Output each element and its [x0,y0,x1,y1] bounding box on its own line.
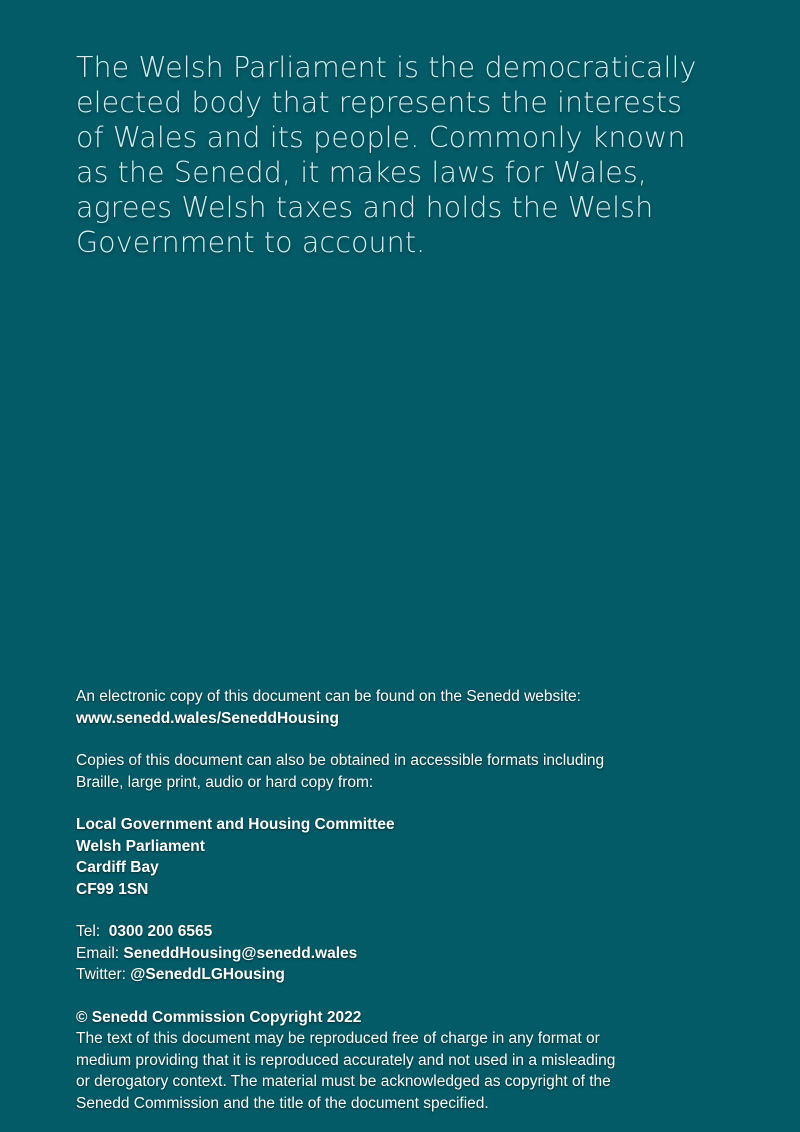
address-location: Cardiff Bay [76,859,159,876]
copyright-text: medium providing that it is reproduced accurately and not used in a misleading [76,1051,616,1069]
spacer [76,793,736,814]
senedd-website-link[interactable]: www.senedd.wales/SeneddHousing [76,709,339,727]
copyright-text: The text of this document may be reproduced free of charge in any format or [76,1030,600,1047]
email-row [76,943,736,965]
twitter-label: Twitter: [76,966,126,983]
document-info [76,686,736,1114]
email-label: Email: [76,944,120,962]
intro-line: elected body that represents the interests [76,86,683,119]
accessible-formats-notice [76,750,736,793]
copyright-notice [76,1007,736,1115]
contact-details [76,921,736,986]
twitter-handle-link[interactable]: @SeneddLGHousing [130,966,285,983]
intro-line: The Welsh Parliament is the democratically [76,51,697,84]
intro-statement [76,50,726,260]
intro-line: Government to account. [76,226,426,259]
electronic-copy-notice [76,686,736,729]
telephone-row [76,921,736,943]
postal-address [76,814,736,900]
copyright-text: Senedd Commission and the title of the document specified. [76,1094,489,1112]
electronic-copy-text: An electronic copy of this document can be found on the Senedd website: [76,688,581,705]
spacer [76,986,736,1007]
address-parliament: Welsh Parliament [76,837,205,855]
accessible-formats-text: Copies of this document can also be obtained in accessible formats including [76,752,605,769]
intro-line: of Wales and its people. Commonly known [76,121,686,154]
telephone-label: Tel: [76,923,101,940]
spacer [76,900,736,921]
intro-line: agrees Welsh taxes and holds the Welsh [76,191,654,224]
telephone-number[interactable]: 0300 200 6565 [108,923,213,940]
twitter-row [76,964,736,986]
copyright-text: or derogatory context. The material must be acknowledged as copyright of the [76,1073,611,1090]
accessible-formats-text: Braille, large print, audio or hard copy from: [76,773,374,791]
spacer [76,729,736,750]
address-committee: Local Government and Housing Committee [76,816,395,833]
intro-line: as the Senedd, it makes laws for Wales, [76,156,647,189]
address-postcode: CF99 1SN [76,880,149,898]
copyright-heading: © Senedd Commission Copyright 2022 [76,1008,362,1026]
email-address-link[interactable]: SeneddHousing@senedd.wales [123,944,358,962]
